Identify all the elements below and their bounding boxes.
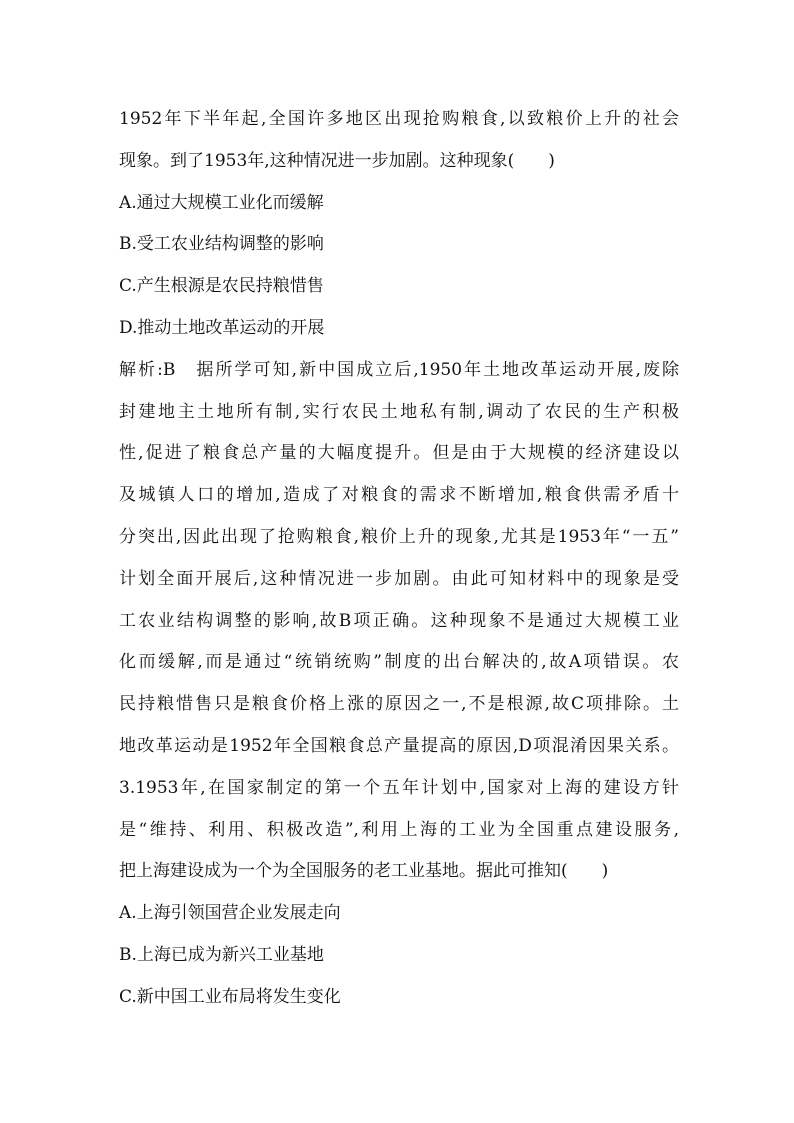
- stem-line: 是“维持、利用、积极改造”,利用上海的工业为全国重点建设服务,: [119, 819, 679, 840]
- question-2-analysis: [119, 350, 679, 768]
- analysis-line: 及城镇人口的增加,造成了对粮食的需求不断增加,粮食供需矛盾十: [119, 485, 679, 506]
- analysis-line: 性,促进了粮食总产量的大幅度提升。但是由于大规模的经济建设以: [119, 443, 679, 464]
- analysis-line: 计划全面开展后,这种情况进一步加剧。由此可知材料中的现象是受: [119, 568, 679, 589]
- option-b: B.上海已成为新兴工业基地: [119, 944, 324, 965]
- stem-line: 3.1953年,在国家制定的第一个五年计划中,国家对上海的建设方针: [119, 777, 679, 798]
- analysis-line: 解析:B 据所学可知,新中国成立后,1950年土地改革运动开展,废除: [119, 359, 679, 380]
- option-a: A.上海引领国营企业发展走向: [119, 903, 341, 924]
- analysis-line: 封建地主土地所有制,实行农民土地私有制,调动了农民的生产积极: [119, 401, 679, 422]
- document-content: [119, 99, 679, 1019]
- option-c: C.产生根源是农民持粮惜售: [119, 276, 324, 297]
- stem-line: 把上海建设成为一个为全国服务的老工业基地。据此可推知( ): [119, 861, 609, 882]
- analysis-line: 地改革运动是1952年全国粮食总产量提高的原因,D项混淆因果关系。: [119, 735, 679, 756]
- option-b: B.受工农业结构调整的影响: [119, 234, 324, 255]
- question-3-options: [119, 893, 679, 1018]
- option-d: D.推动土地改革运动的开展: [119, 317, 325, 338]
- stem-line: 1952年下半年起,全国许多地区出现抢购粮食,以致粮价上升的社会: [119, 109, 679, 129]
- question-3-stem: [119, 768, 679, 893]
- analysis-line: 民持粮惜售只是粮食价格上涨的原因之一,不是根源,故C项排除。土: [119, 694, 679, 715]
- question-2-stem: [119, 99, 679, 183]
- analysis-line: 化而缓解,而是通过“统销统购”制度的出台解决的,故A项错误。农: [119, 652, 679, 673]
- question-2-options: [119, 183, 679, 350]
- analysis-line: 分突出,因此出现了抢购粮食,粮价上升的现象,尤其是1953年“一五”: [119, 526, 679, 547]
- stem-line: 现象。到了1953年,这种情况进一步加剧。这种现象( ): [119, 150, 555, 171]
- option-a: A.通过大规模工业化而缓解: [119, 192, 324, 213]
- option-c: C.新中国工业布局将发生变化: [119, 986, 341, 1007]
- analysis-line: 工农业结构调整的影响,故B项正确。这种现象不是通过大规模工业: [119, 610, 679, 631]
